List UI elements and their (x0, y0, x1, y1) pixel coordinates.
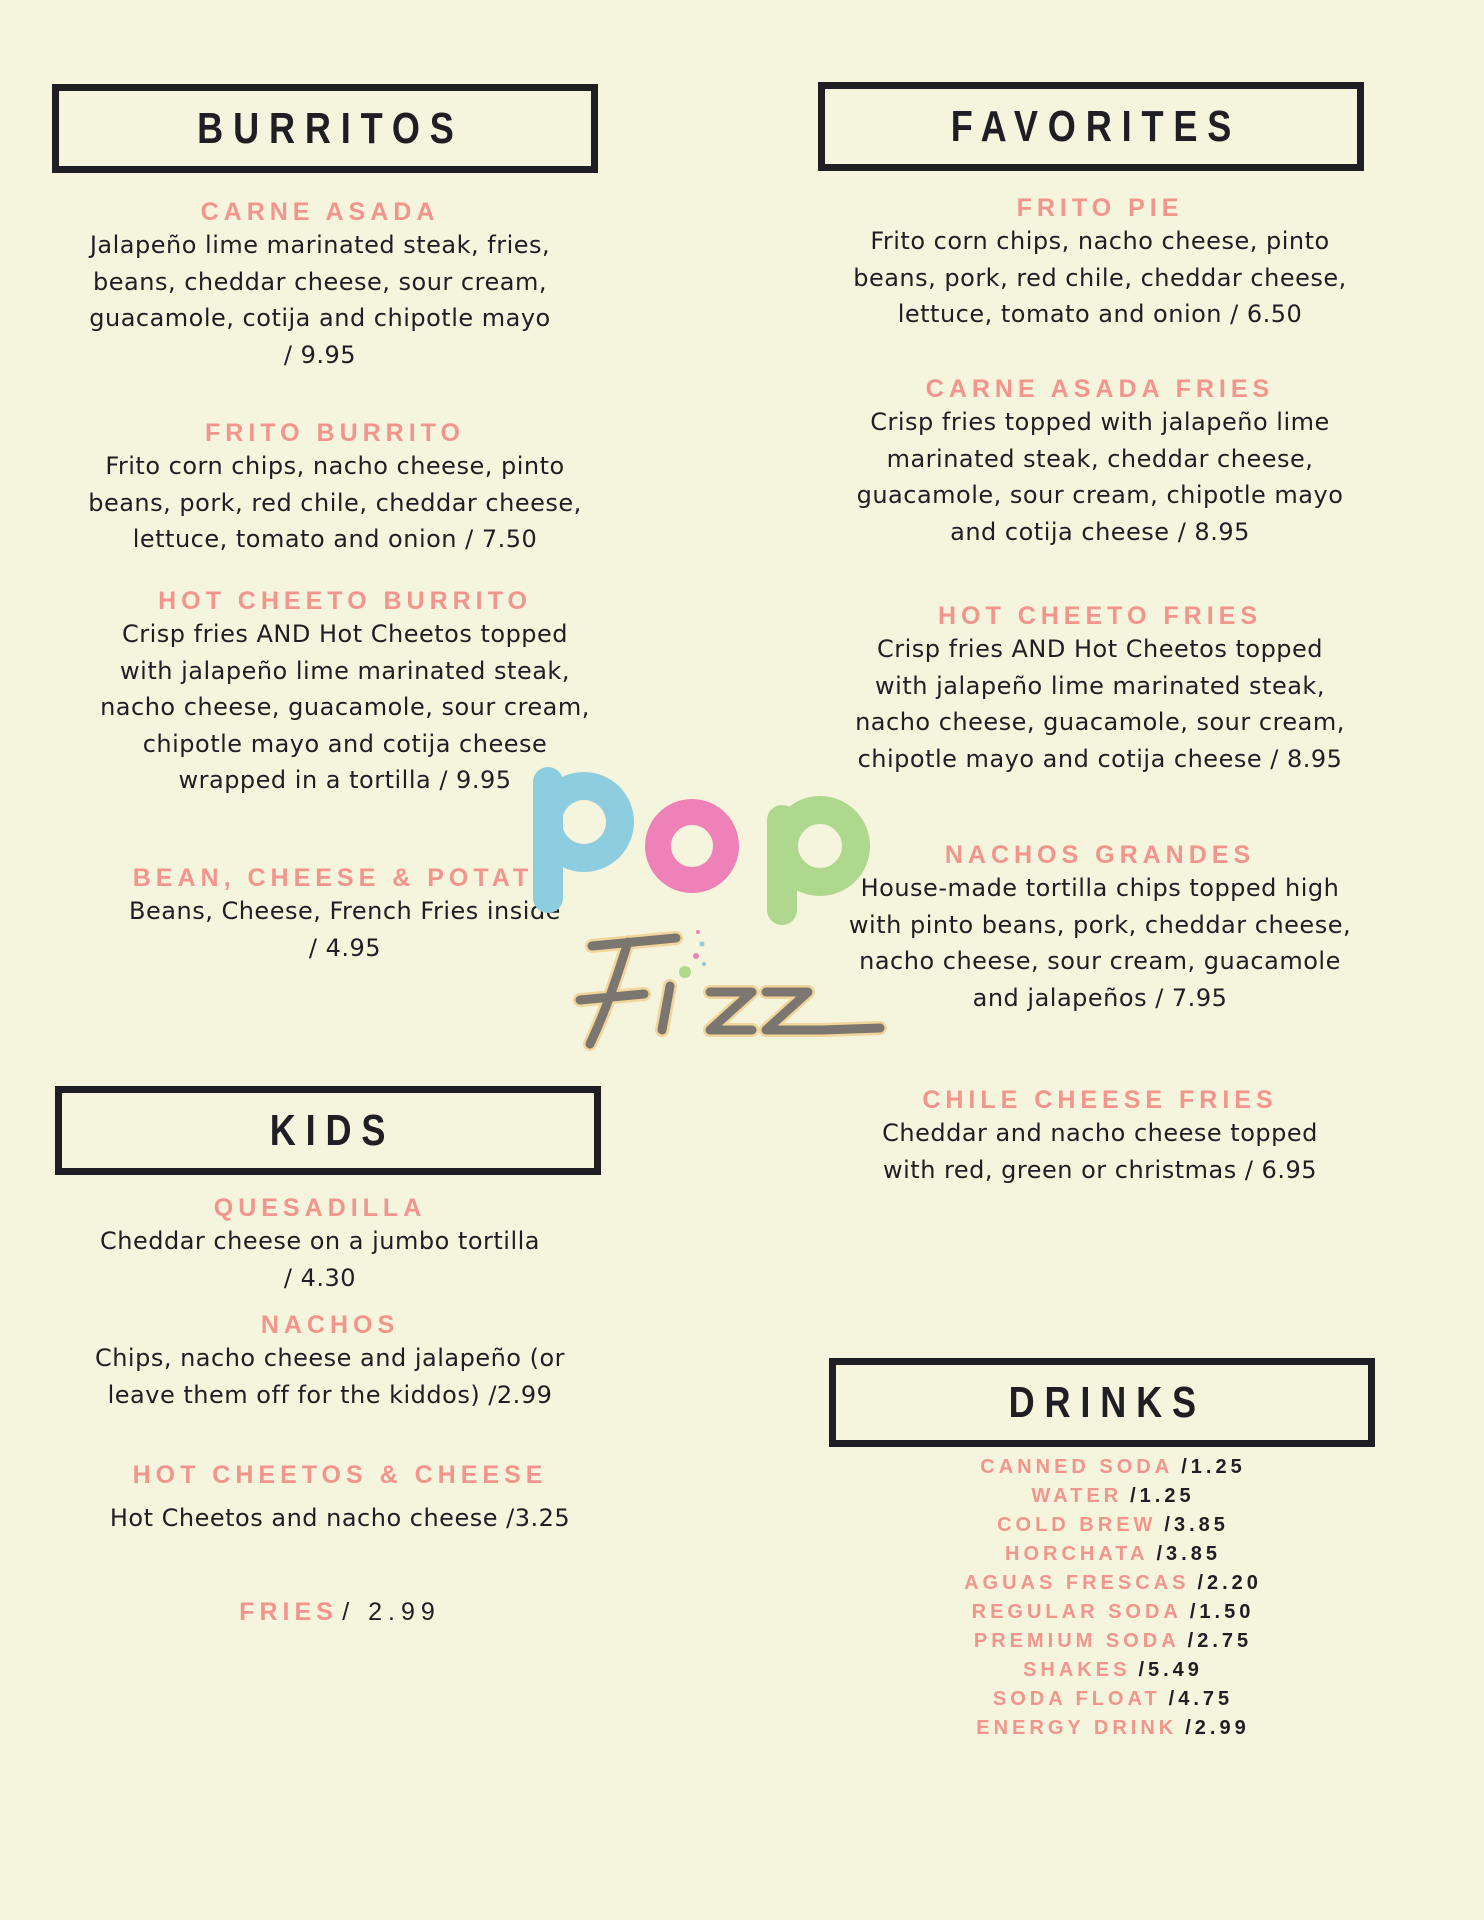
drinks-heading: DRINKS (1008, 1377, 1206, 1427)
drink-price: /1.50 (1189, 1601, 1255, 1623)
item-desc-line: beans, cheddar cheese, sour cream, (93, 267, 547, 296)
drink-price: /2.99 (1185, 1717, 1250, 1739)
menu-item-kids-nachos (40, 1310, 620, 1413)
item-title: NACHOS GRANDES (944, 841, 1256, 869)
item-title: NACHOS (260, 1311, 400, 1339)
item-desc-line: guacamole, sour cream, chipotle mayo (856, 481, 1344, 509)
item-desc-line: leave them off for the kiddos) /2.99 (107, 1380, 553, 1409)
drink-price: /2.20 (1197, 1572, 1262, 1594)
item-desc-line: wrapped in a tortilla / 9.95 (178, 766, 512, 794)
burritos-heading: BURRITOS (196, 103, 464, 153)
drink-row (858, 1714, 1368, 1743)
drink-row (858, 1540, 1368, 1569)
item-title: FRITO PIE (1016, 194, 1184, 222)
item-desc-line: marinated steak, cheddar cheese, (886, 444, 1314, 473)
item-desc-line: Hot Cheetos and nacho cheese /3.25 (109, 1504, 571, 1532)
item-title: CARNE ASADA FRIES (925, 375, 1275, 403)
drink-row (858, 1511, 1368, 1540)
item-desc-line: nacho cheese, guacamole, sour cream, (855, 708, 1345, 736)
item-title: FRIES (239, 1598, 338, 1626)
drink-name: AGUAS FRESCAS (964, 1572, 1190, 1594)
favorites-header (818, 82, 1364, 171)
burritos-header (52, 84, 598, 173)
kids-heading: KIDS (270, 1105, 396, 1155)
item-desc-line: Beans, Cheese, French Fries inside (129, 897, 561, 925)
item-title: CHILE CHEESE FRIES (922, 1086, 1278, 1114)
kids-header (55, 1086, 601, 1175)
item-desc-line: with pinto beans, pork, cheddar cheese, (848, 910, 1352, 939)
drink-row (858, 1598, 1368, 1627)
item-desc-line: nacho cheese, sour cream, guacamole (859, 947, 1341, 975)
drink-price: /1.25 (1130, 1485, 1195, 1507)
menu-item-chile-cheese-fries (800, 1085, 1400, 1188)
drink-price: /4.75 (1168, 1688, 1234, 1710)
drink-row (858, 1685, 1368, 1714)
menu-item-hot-cheeto-fries (800, 601, 1400, 777)
drink-name: COLD BREW (997, 1514, 1157, 1536)
drink-row (858, 1453, 1368, 1482)
drink-row (858, 1482, 1368, 1511)
drink-row (858, 1627, 1368, 1656)
drink-name: REGULAR SODA (971, 1601, 1182, 1623)
item-desc-line: Crisp fries AND Hot Cheetos topped (876, 635, 1324, 663)
menu-item-carne-asada-fries (800, 374, 1400, 550)
menu-item-hot-cheetos-cheese (50, 1460, 630, 1537)
item-title: CARNE ASADA (200, 198, 440, 226)
menu-item-frito-pie (800, 193, 1400, 333)
logo-letter-o (658, 812, 726, 880)
item-desc-line: Frito corn chips, nacho cheese, pinto (105, 452, 565, 480)
logo-letter-p2 (782, 810, 856, 910)
menu-item-frito-burrito (40, 418, 630, 558)
pop-fizz-logo (520, 760, 910, 1060)
item-title: FRITO BURRITO (205, 419, 465, 447)
item-price: / 4.30 (283, 1263, 357, 1292)
menu-item-quesadilla (40, 1193, 600, 1296)
item-desc-line: Crisp fries topped with jalapeño lime (870, 408, 1330, 436)
item-desc-line: Cheddar and nacho cheese topped (882, 1119, 1318, 1147)
item-desc-line: and jalapeños / 7.95 (972, 983, 1228, 1012)
item-desc-line: nacho cheese, guacamole, sour cream, (100, 693, 590, 721)
item-desc-line: Jalapeño lime marinated steak, fries, (89, 231, 551, 259)
item-title: HOT CHEETOS & CHEESE (132, 1461, 548, 1489)
item-title: HOT CHEETO BURRITO (158, 587, 532, 615)
item-desc-line: with jalapeño lime marinated steak, (120, 656, 570, 685)
item-desc-line: House-made tortilla chips topped high (860, 874, 1340, 902)
item-title: HOT CHEETO FRIES (937, 602, 1262, 630)
logo-bubbles (679, 930, 706, 978)
drink-name: SHAKES (1023, 1659, 1131, 1681)
logo-fizz-script (580, 938, 880, 1044)
drink-row (858, 1656, 1368, 1685)
item-price: / 2.99 (342, 1598, 441, 1626)
drink-name: CANNED SODA (980, 1456, 1174, 1478)
drink-name: SODA FLOAT (992, 1688, 1161, 1710)
drink-price: /3.85 (1164, 1514, 1229, 1536)
item-desc-line: chipotle mayo and cotija cheese / 8.95 (857, 744, 1343, 773)
menu-item-carne-asada (40, 197, 600, 373)
drink-price: /2.75 (1187, 1630, 1253, 1652)
item-title: QUESADILLA (213, 1194, 427, 1222)
item-desc-line: Crisp fries AND Hot Cheetos topped (121, 620, 569, 648)
drinks-header (829, 1358, 1375, 1447)
favorites-heading: FAVORITES (950, 101, 1242, 151)
drink-price: /1.25 (1181, 1456, 1246, 1478)
item-desc-line: lettuce, tomato and onion / 7.50 (132, 525, 538, 553)
item-price: / 4.95 (308, 933, 382, 962)
drink-price: /3.85 (1156, 1543, 1221, 1565)
item-desc-line: beans, pork, red chile, cheddar cheese, (853, 263, 1347, 292)
item-desc-line: beans, pork, red chile, cheddar cheese, (88, 488, 582, 517)
item-desc-line: Cheddar cheese on a jumbo tortilla (100, 1227, 540, 1255)
item-desc-line: lettuce, tomato and onion / 6.50 (897, 300, 1303, 328)
menu-item-fries (100, 1598, 580, 1627)
drink-price: /5.49 (1138, 1659, 1203, 1681)
drinks-list (858, 1453, 1368, 1743)
drink-name: WATER (1031, 1485, 1123, 1507)
item-desc-line: Frito corn chips, nacho cheese, pinto (870, 227, 1330, 255)
item-desc-line: with jalapeño lime marinated steak, (875, 671, 1325, 700)
item-desc-line: guacamole, cotija and chipotle mayo (89, 304, 551, 332)
item-price: / 9.95 (283, 340, 357, 369)
drink-name: ENERGY DRINK (976, 1717, 1178, 1739)
item-desc-line: and cotija cheese / 8.95 (950, 517, 1250, 546)
item-title: BEAN, CHEESE & POTATO (132, 864, 558, 892)
item-desc-line: chipotle mayo and cotija cheese (142, 729, 548, 758)
drink-name: PREMIUM SODA (973, 1630, 1180, 1652)
item-desc-line: Chips, nacho cheese and jalapeño (or (94, 1344, 566, 1372)
logo-letter-p1 (548, 782, 620, 898)
item-desc-line: with red, green or christmas / 6.95 (883, 1155, 1317, 1184)
drink-row (858, 1569, 1368, 1598)
drink-name: HORCHATA (1005, 1543, 1149, 1565)
